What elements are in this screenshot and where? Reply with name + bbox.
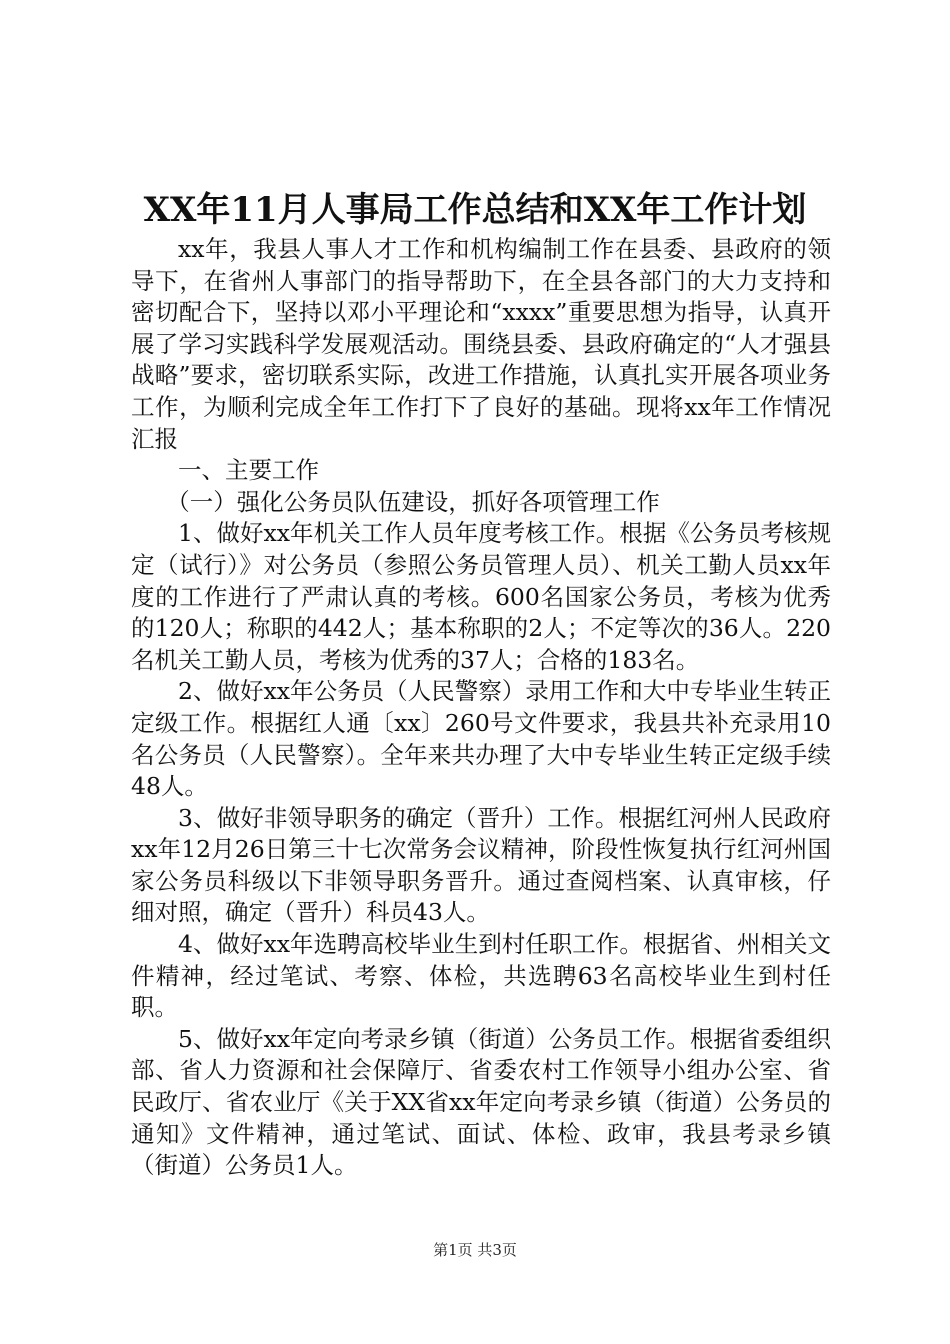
intro-paragraph: xx年，我县人事人才工作和机构编制工作在县委、县政府的领导下，在省州人事部门的指导帮助下，在全县各部门的大力支持和密切配合下，坚持以邓小平理论和“xxxx”重要思想为指导，认真开展了学习实践科学发展观活动。围绕县委、县政府确定的“人才强县战略”要求，密切联系实际，改进工作措施，认真扎实开展各项业务工作，为顺利完成全年工作打下了良好的基础。现将xx年工作情况汇报 (131, 235, 831, 453)
subsection-heading-civil-servants: （一）强化公务员队伍建设，抓好各项管理工作 (166, 487, 660, 516)
item-paragraph-5: 5、做好xx年定向考录乡镇（街道）公务员工作。根据省委组织部、省人力资源和社会保障厅、省委农村工作领导小组办公室、省民政厅、省农业厅《关于XX省xx年定向考录乡镇（街道）公务员的通知》文件精神，通过笔试、面试、体检、政审，我县考录乡镇（街道）公务员1人。 (131, 1024, 831, 1180)
item-paragraph-1: 1、做好xx年机关工作人员年度考核工作。根据《公务员考核规定（试行）》对公务员（参照公务员管理人员）、机关工勤人员xx年度的工作进行了严肃认真的考核。600名国家公务员，考核为优秀的120人；称职的442人；基本称职的2人；不定等次的36人。220名机关工勤人员，考核为优秀的37人；合格的183名。 (131, 519, 831, 674)
document-body (131, 234, 831, 1182)
item-paragraph-3: 3、做好非领导职务的确定（晋升）工作。根据红河州人民政府xx年12月26日第三十七次常务会议精神，阶段性恢复执行红河州国家公务员科级以下非领导职务晋升。通过查阅档案、认真审核，仔细对照，确定（晋升）科员43人。 (131, 803, 831, 927)
document-title: XX年11月人事局工作总结和XX年工作计划 (143, 190, 807, 230)
item-paragraph-2: 2、做好xx年公务员（人民警察）录用工作和大中专毕业生转正定级工作。根据红人通〔xx〕260号文件要求，我县共补充录用10名公务员（人民警察）。全年来共办理了大中专毕业生转正定级手续48人。 (131, 677, 831, 801)
page-footer: 第1页 共3页 (433, 1241, 517, 1259)
section-heading-main-work: 一、主要工作 (178, 456, 319, 485)
item-paragraph-4: 4、做好xx年选聘高校毕业生到村任职工作。根据省、州相关文件精神，经过笔试、考察、体检，共选聘63名高校毕业生到村任职。 (131, 930, 831, 1022)
